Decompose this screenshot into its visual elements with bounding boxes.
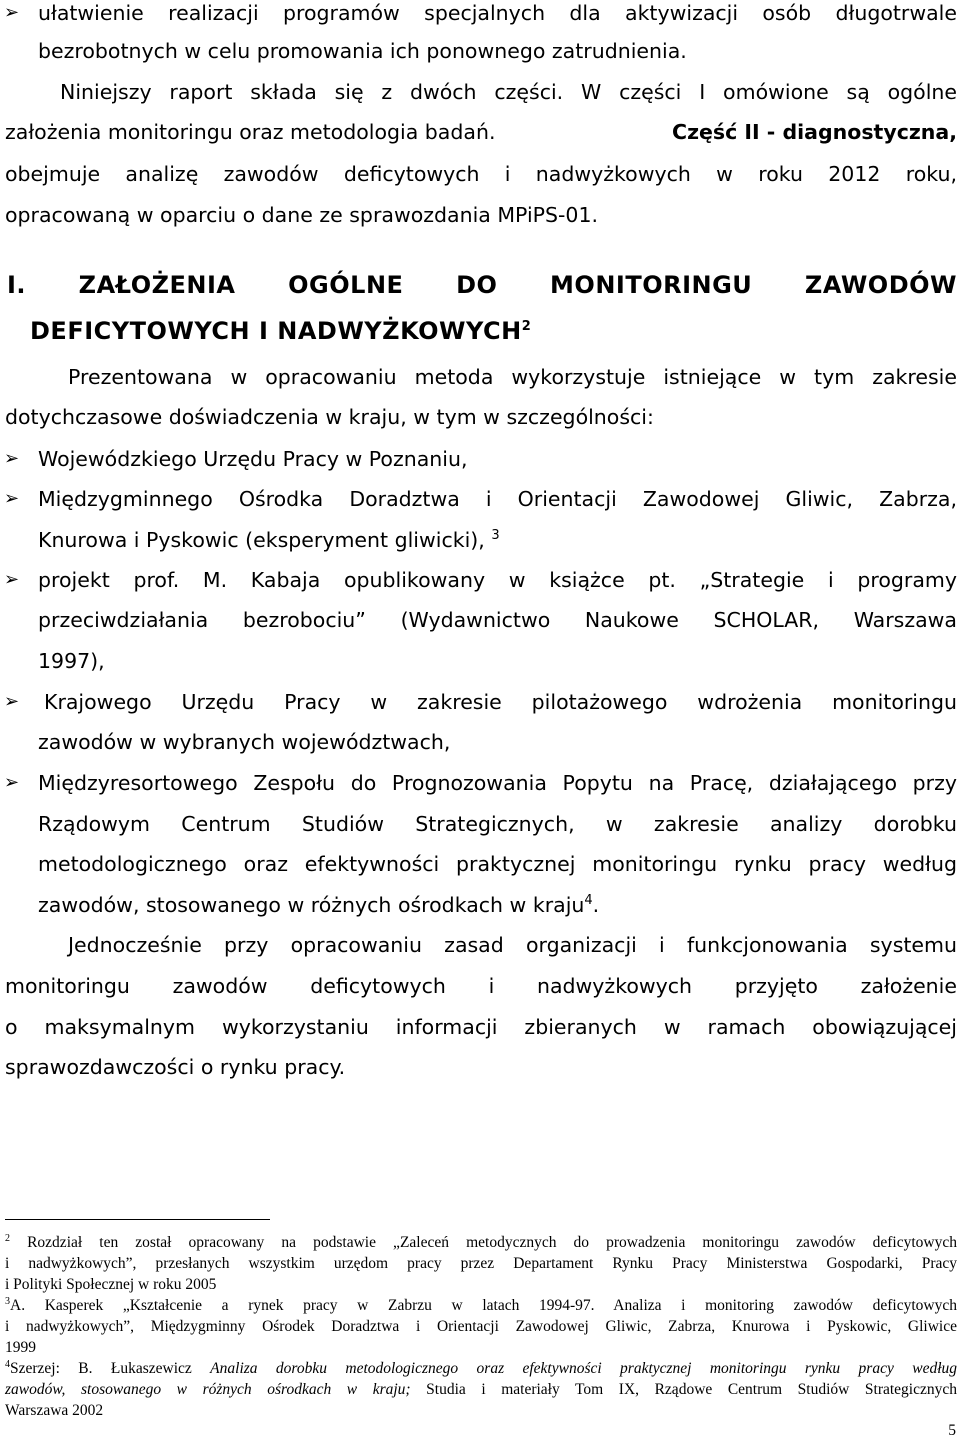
paragraph-line: Prezentowana w opracowaniu metoda wykorzystuje istniejące w tym zakresie [68, 365, 957, 389]
footnote-number: 3 [5, 1295, 10, 1307]
list-item: projekt prof. M. Kabaja opublikowany w książce pt. „Strategie i programy [38, 568, 957, 592]
arrow-bullet-icon: ➢ [4, 448, 20, 469]
footnote-text: Studia i materiały Tom IX, Rządowe Centrum Studiów Strategicznych [410, 1381, 957, 1398]
arrow-bullet-icon: ➢ [4, 569, 20, 590]
paragraph-line: o maksymalnym wykorzystaniu informacji zbieranych w ramach obowiązującej [5, 1015, 957, 1039]
footnote-line: Warszawa 2002 [5, 1402, 104, 1419]
paragraph-line: Niniejszy raport składa się z dwóch części. W części I omówione są ogólne [60, 80, 957, 104]
footnote-line: 1999 [5, 1339, 36, 1356]
paragraph-text: założenia monitoringu oraz metodologia badań. [5, 120, 496, 144]
footnote-ref: 2 [521, 319, 532, 334]
list-item-text: zawodów, stosowanego w różnych ośrodkach w kraju [38, 893, 585, 917]
list-item [38, 521, 957, 559]
paragraph-line: sprawozdawczości o rynku pracy. [5, 1055, 346, 1079]
list-item: Rządowym Centrum Studiów Strategicznych, w zakresie analizy dorobku [38, 812, 957, 836]
arrow-bullet-icon: ➢ [4, 772, 20, 793]
list-item: 1997), [38, 649, 105, 673]
section-heading-text: DEFICYTOWYCH I NADWYŻKOWYCH [30, 317, 522, 345]
paragraph-line: Jednocześnie przy opracowaniu zasad organizacji i funkcjonowania systemu [68, 933, 957, 957]
footnote-line: i nadwyżkowych”, przesłanych wszystkim urzędom pracy przez Departament Rynku Pracy Ministerstwa Gospodarki, Pracy [5, 1255, 957, 1272]
paragraph-line: opracowaną w oparciu o dane ze sprawozdania MPiPS-01. [5, 203, 599, 227]
list-item: Międzygminnego Ośrodka Doradztwa i Orientacji Zawodowej Gliwic, Zabrza, [38, 487, 957, 511]
list-item: metodologicznego oraz efektywności praktycznej monitoringu rynku pracy według [38, 852, 957, 876]
section-reference: Część II - diagnostyczna, [672, 120, 957, 144]
bullet-text: ułatwienie realizacji programów specjalnych dla aktywizacji osób długotrwale [38, 1, 957, 25]
arrow-bullet-icon: ➢ [4, 691, 20, 712]
footnote-number: 2 [5, 1232, 10, 1244]
footnote-text: Rozdział ten został opracowany na podstawie „Zaleceń metodycznych do prowadzenia monitoringu zawodów deficytowych [27, 1234, 957, 1251]
footnote-ref: 3 [491, 528, 500, 544]
footnote-title: Analiza dorobku metodologicznego oraz efektywności praktycznej monitoringu rynku pracy według [210, 1360, 958, 1377]
paragraph-line [5, 113, 957, 151]
list-item-text: . [592, 893, 600, 917]
list-item: przeciwdziałania bezrobociu” (Wydawnictwo Naukowe SCHOLAR, Warszawa [38, 608, 957, 632]
paragraph-line: monitoringu zawodów deficytowych i nadwyżkowych przyjęto założenie [5, 974, 957, 998]
footnote-ref: 4 [584, 893, 593, 909]
page-number: 5 [948, 1422, 956, 1439]
list-item: zawodów w wybranych województwach, [38, 730, 451, 754]
footnote-line [5, 1379, 957, 1400]
list-item: Krajowego Urzędu Pracy w zakresie pilotażowego wdrożenia monitoringu [44, 690, 957, 714]
list-item [38, 886, 957, 924]
footnote-number: 4 [5, 1358, 10, 1370]
list-item-text: Knurowa i Pyskowic (eksperyment gliwicki), [38, 528, 485, 552]
list-item: Wojewódzkiego Urzędu Pracy w Poznaniu, [38, 447, 468, 471]
footnote-text: A. Kasperek „Kształcenie a rynek pracy w Zabrzu w latach 1994-97. Analiza i monitoring zawodów deficytowych [10, 1297, 957, 1314]
footnote-line [5, 1358, 957, 1379]
bullet-text: bezrobotnych w celu promowania ich ponownego zatrudnienia. [38, 39, 687, 63]
footnote-separator [5, 1219, 270, 1220]
list-item: Międzyresortowego Zespołu do Prognozowania Popytu na Pracę, działającego przy [38, 771, 957, 795]
footnote-line [5, 1232, 957, 1253]
footnote-line [5, 1295, 957, 1316]
arrow-bullet-icon: ➢ [4, 488, 20, 509]
section-heading: I. ZAŁOŻENIA OGÓLNE DO MONITORINGU ZAWODÓW [7, 271, 957, 299]
footnote-line: i Polityki Społecznej w roku 2005 [5, 1276, 217, 1293]
section-heading [30, 312, 960, 350]
footnote-text: Szerzej: B. Łukaszewicz [10, 1360, 211, 1377]
paragraph-line: dotychczasowe doświadczenia w kraju, w tym w szczególności: [5, 405, 654, 429]
footnote-line: i nadwyżkowych”, Międzygminny Ośrodek Doradztwa i Orientacji Zawodowej Gliwic, Zabrza, Knurowa i Pyskowic, Gliwice [5, 1318, 957, 1335]
paragraph-line: obejmuje analizę zawodów deficytowych i nadwyżkowych w roku 2012 roku, [5, 162, 957, 186]
footnote-title: zawodów, stosowanego w różnych ośrodkach w kraju; [5, 1381, 411, 1398]
arrow-bullet-icon: ➢ [4, 2, 20, 23]
